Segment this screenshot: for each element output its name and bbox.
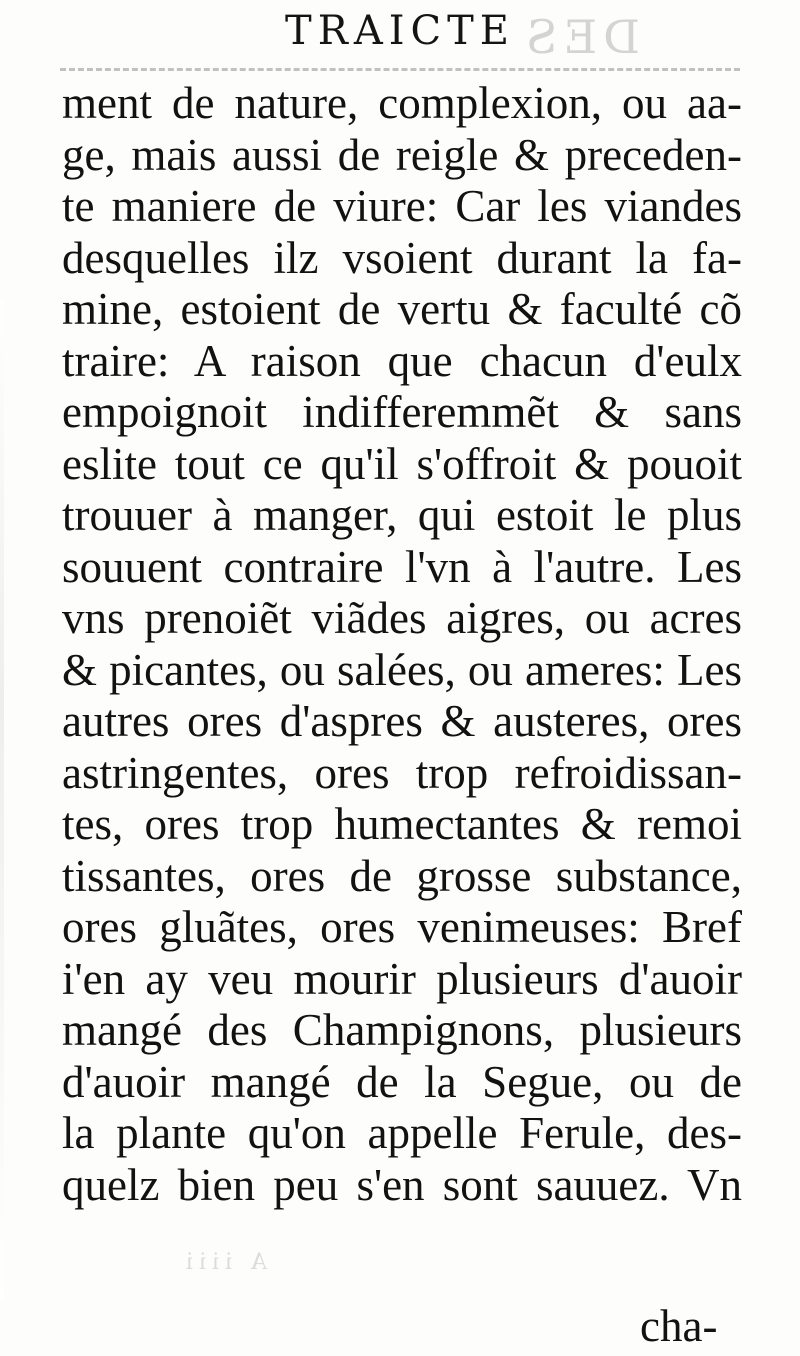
text-line: astringentes, ores trop refroidissan- (62, 747, 742, 798)
text-line: vns prenoiẽt viãdes aigres, ou acres (62, 593, 742, 643)
text-line: ge, mais aussi de reigle & preceden- (62, 129, 742, 180)
text-line: empoignoit indifferemmẽt & sans (62, 387, 742, 437)
text-line: autres ores d'aspres & austeres, ores (62, 696, 742, 746)
catchword: cha- (640, 1301, 718, 1351)
text-line: souuent contraire l'vn à l'autre. Les (62, 541, 742, 592)
text-line: i'en ay veu mourir plusieurs d'auoir (62, 953, 742, 1004)
text-line: mine, estoient de vertu & faculté cõ (62, 284, 742, 334)
text-line: tissantes, ores de grosse substance, (62, 850, 742, 901)
text-line: & picantes, ou salées, ou ameres: Les (62, 644, 742, 695)
text-line: d'auoir mangé de la Segue, ou de (62, 1056, 742, 1107)
text-line: mangé des Champignons, plusieurs (62, 1005, 742, 1055)
verso-bleed-through-bottom: A iiii (180, 1250, 268, 1275)
page-edge-shadow (0, 300, 4, 1300)
text-line: desquelles ilz vsoient durant la fa- (62, 232, 742, 283)
text-line: ores gluãtes, ores venimeuses: Bref (62, 902, 742, 952)
text-line: ment de nature, complexion, ou aa- (62, 78, 742, 128)
text-line: tes, ores trop humectantes & remoi (62, 799, 742, 849)
body-text (62, 78, 742, 1211)
running-head: TRAICTE (285, 8, 515, 54)
text-line: te maniere de viure: Car les viandes (62, 181, 742, 231)
verso-bleed-through: DES (520, 10, 640, 64)
text-line: eslite tout ce qu'il s'offroit & pouoit (62, 438, 742, 489)
text-line: trouuer à manger, qui estoit le plus (62, 490, 742, 540)
text-line: quelz bien peu s'en sont sauuez. Vn (62, 1159, 742, 1210)
text-line: traire: A raison que chacun d'eulx (62, 335, 742, 386)
text-line: la plante qu'on appelle Ferule, des- (62, 1108, 742, 1158)
header-rule (60, 68, 740, 71)
